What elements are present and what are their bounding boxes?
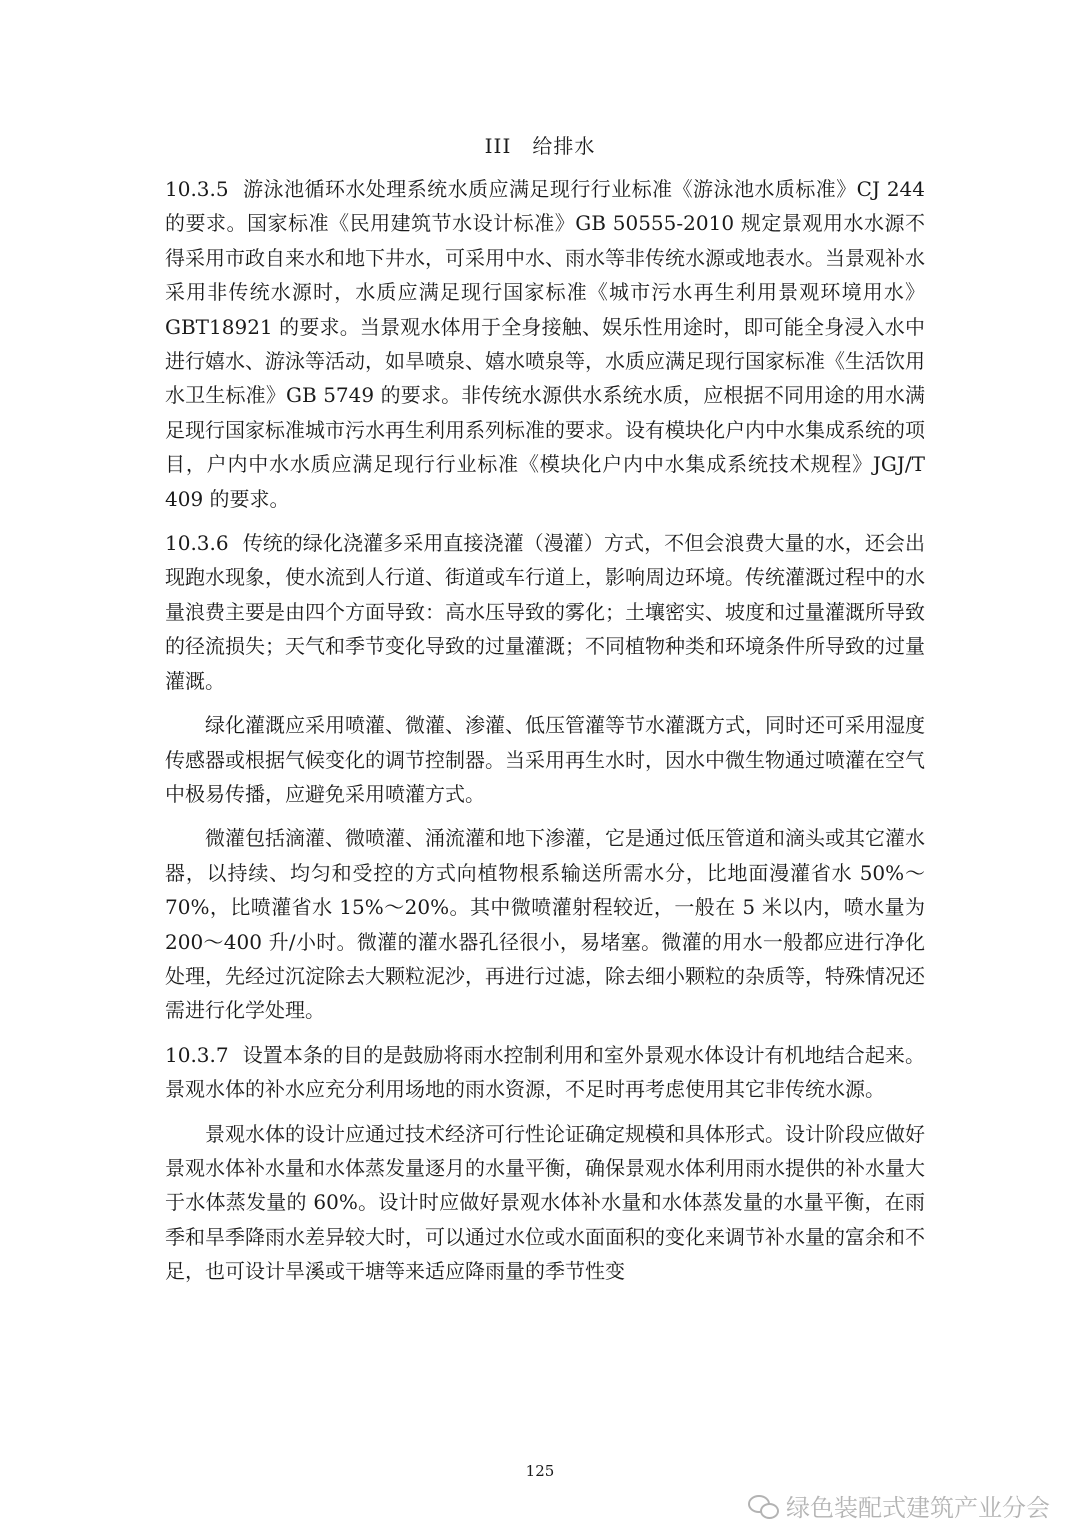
clause-number: 10.3.5 [165,177,229,201]
wechat-icon [748,1495,778,1517]
clause-text: 传统的绿化浇灌多采用直接浇灌（漫灌）方式，不但会浪费大量的水，还会出现跑水现象，使水流到人行道、街道或车行道上，影响周边环境。传统灌溉过程中的水量浪费主要是由四个方面导致：高水压导致的雾化；土壤密实、坡度和过量灌溉所导致的径流损失；天气和季节变化导致的过量灌溉；不同植物种类和环境条件所导致的过量灌溉。 [165,531,925,693]
paragraph: 景观水体的设计应通过技术经济可行性论证确定规模和具体形式。设计阶段应做好景观水体补水量和水体蒸发量逐月的水量平衡，确保景观水体利用雨水提供的补水量大于水体蒸发量的 60%。设计时应做好景观水体补水量和水体蒸发量的水量平衡，在雨季和旱季降雨水差异较大时，可以通过水位或水面面积的变化来调节补水量的富余和不足，也可设计旱溪或干塘等来适应降雨量的季节性变 [165,1121,925,1284]
section-heading: III 给排水 [484,134,596,158]
page-number: 125 [525,1462,555,1480]
clause-number: 10.3.6 [165,531,229,556]
watermark [748,1488,1050,1523]
clause-10-3-7 [165,1038,925,1107]
clause-text: 设置本条的目的是鼓励将雨水控制利用和室外景观水体设计有机地结合起来。景观水体的补水应充分利用场地的雨水资源，不足时再考虑使用其它非传统水源。 [165,1042,925,1102]
paragraph: 微灌包括滴灌、微喷灌、涌流灌和地下渗灌，它是通过低压管道和滴头或其它灌水器，以持续、均匀和受控的方式向植物根系输送所需水分，比地面漫灌省水 50%～70%，比喷灌省水 15%～20%。其中微喷灌射程较近，一般在 5 米以内，喷水量为 200～400 升/小时。微灌的灌水器孔径很小，易堵塞。微灌的用水一般都应进行净化处理，先经过沉淀除去大颗粒泥沙，再进行过滤，除去细小颗粒的杂质等，特殊情况还需进行化学处理。 [165,826,925,1023]
document-body [165,172,925,1299]
clause-text: 游泳池循环水处理系统水质应满足现行行业标准《游泳池水质标准》CJ 244 的要求。国家标准《民用建筑节水设计标准》GB 50555-2010 规定景观用水水源不得采用市政自来水和地下井水，可采用中水、雨水等非传统水源或地表水。当景观补水采用非传统水源时，水质应满足现行国家标准《城市污水再生利用景观环境用水》 GBT18921 的要求。当景观水体用于全身接触、娱乐性用途时，即可能全身浸入水中进行嬉水、游泳等活动，如旱喷泉、嬉水喷泉等，水质应满足现行国家标准《生活饮用水卫生标准》GB 5749 的要求。非传统水源供水系统水质，应根据不同用途的用水满足现行国家标准城市污水再生利用系列标准的要求。设有模块化户内中水集成系统的项目，户内中水水质应满足现行行业标准《模块化户内中水集成系统技术规程》JGJ/T 409 的要求。 [165,177,925,511]
clause-10-3-6 [165,526,925,698]
clause-10-3-5 [165,172,925,516]
clause-number: 10.3.7 [165,1042,229,1067]
watermark-text: 绿色装配式建筑产业分会 [786,1494,1050,1522]
paragraph: 绿化灌溉应采用喷灌、微灌、渗灌、低压管灌等节水灌溉方式，同时还可采用湿度传感器或根据气候变化的调节控制器。当采用再生水时，因水中微生物通过喷灌在空气中极易传播，应避免采用喷灌方式。 [165,713,925,806]
